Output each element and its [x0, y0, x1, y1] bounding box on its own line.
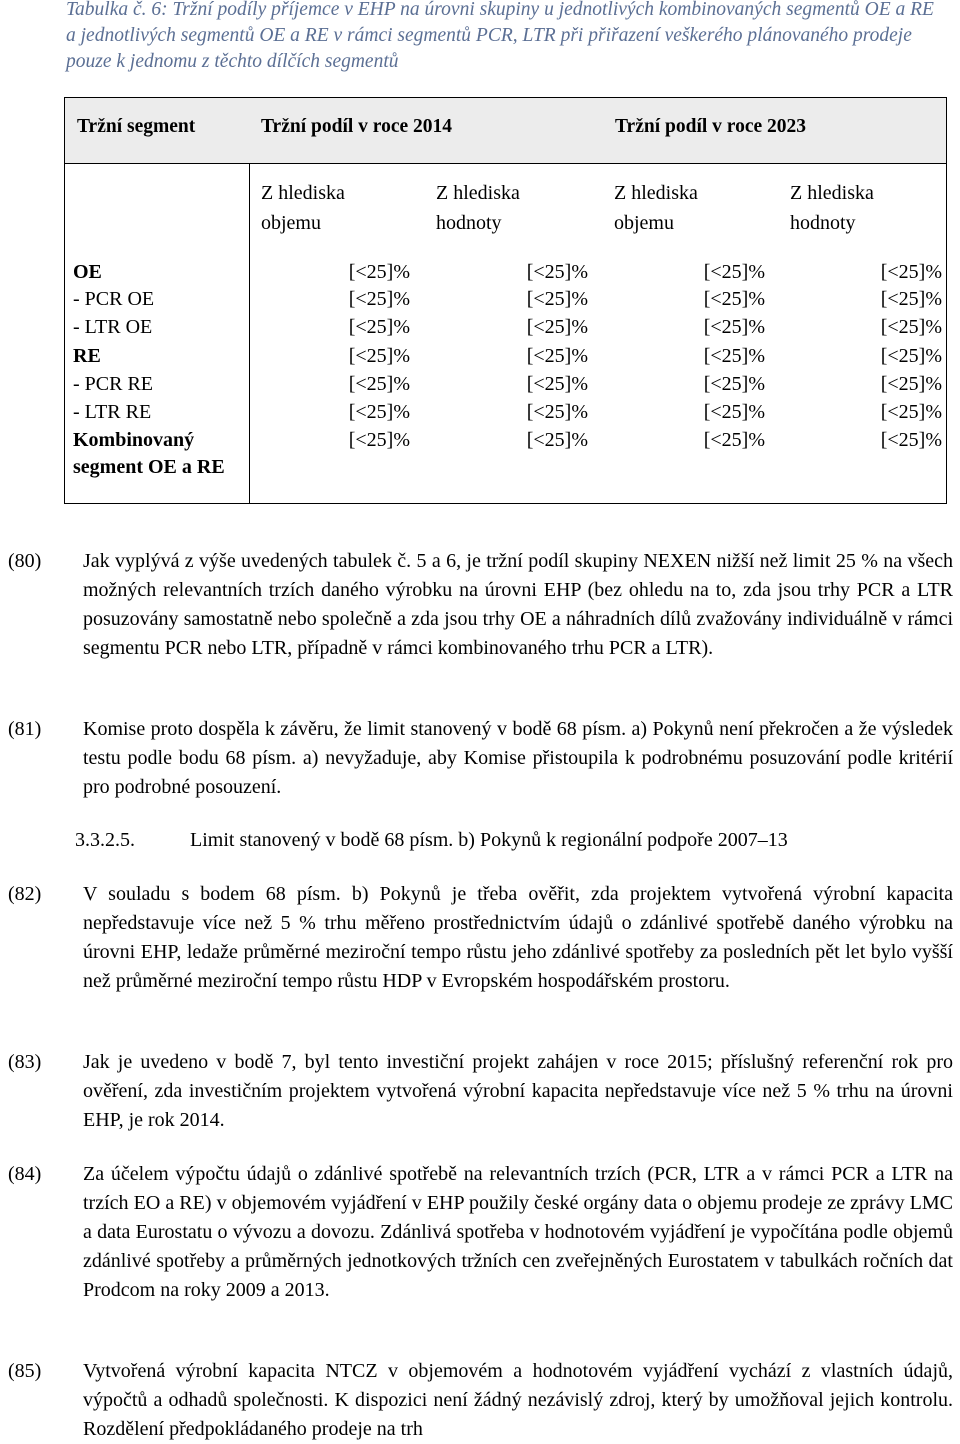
paragraph-text: Jak je uvedeno v bodě 7, byl tento investiční projekt zahájen v roce 2015; příslušný referenční rok pro ověření, zda investičním projektem vytvořená výrobní kapacita nepředstavuje více než 5 % trhu na úrovni EHP, je rok 2014. [83, 1051, 953, 1131]
row-label: - LTR RE [73, 401, 152, 423]
row-label: Kombinovaný segment OE a RE [73, 429, 225, 478]
cell-value-2014: [<25]% [526, 401, 588, 423]
section-number: 3.3.2.5. [75, 829, 135, 851]
cell-value-2014: [<25]% [526, 261, 588, 283]
paragraph-83 [8, 1048, 960, 1138]
subheader-value-2023: Z hlediska hodnoty [790, 182, 874, 234]
column-divider [249, 163, 250, 504]
paragraph-text: Za účelem výpočtu údajů o zdánlivé spotřebě na relevantních trzích (PCR, LTR a v rámci PCR a LTR na trzích EO a RE) v objemovém vyjádření v EHP použily české orgány data o objemu prodeje ze zprávy LMC a data Eurostatu o vývozu a dovozu. Zdánlivá spotřeba v hodnotovém vyjádření je vypočítána podle objemů zdánlivé spotřeby a průměrných jednotkových tržních cen zveřejněných Eurostatem v tabulkách ročních dat Prodcom na roky 2009 a 2013. [83, 1163, 953, 1301]
paragraph-number: (81) [8, 718, 42, 740]
row-label: OE [73, 261, 102, 283]
cell-volume-2014: [<25]% [348, 288, 410, 310]
cell-volume-2023: [<25]% [703, 316, 765, 338]
cell-value-2014: [<25]% [526, 345, 588, 367]
cell-value-2014: [<25]% [526, 316, 588, 338]
cell-value-2014: [<25]% [526, 429, 588, 451]
row-label: RE [73, 345, 101, 367]
header-share-2023: Tržní podíl v roce 2023 [615, 116, 807, 137]
cell-value-2023: [<25]% [880, 288, 942, 310]
row-label: - PCR RE [73, 373, 154, 395]
paragraph-81 [8, 715, 960, 805]
cell-volume-2014: [<25]% [348, 401, 410, 423]
cell-value-2014: [<25]% [526, 288, 588, 310]
cell-value-2023: [<25]% [880, 401, 942, 423]
paragraph-number: (80) [8, 550, 42, 572]
paragraph-number: (82) [8, 883, 42, 905]
cell-volume-2023: [<25]% [703, 288, 765, 310]
section-title: Limit stanovený v bodě 68 písm. b) Pokynů k regionální podpoře 2007–13 [190, 829, 788, 851]
cell-value-2014: [<25]% [526, 373, 588, 395]
cell-value-2023: [<25]% [880, 345, 942, 367]
paragraph-text: Jak vyplývá z výše uvedených tabulek č. 5 a 6, je tržní podíl skupiny NEXEN nižší než limit 25 % na všech možných relevantních trzích daného výrobku na úrovni EHP (bez ohledu na to, zda jsou trhy PCR a LTR posuzovány samostatně nebo společně a zda jsou trhy OE a náhradních dílů zvažovány individuálně v rámci segmentu PCR nebo LTR, případně v rámci kombinovaného trhu PCR a LTR). [83, 550, 953, 659]
paragraph-84 [8, 1160, 960, 1335]
paragraph-number: (84) [8, 1163, 42, 1185]
paragraph-text: Vytvořená výrobní kapacita NTCZ v objemovém a hodnotovém vyjádření vychází z vlastních údajů, výpočtů a odhadů společnosti. K dispozici není žádný nezávislý zdroj, který by umožňoval jejich kontrolu. Rozdělení předpokládaného prodeje na trh [83, 1360, 953, 1440]
subheader-volume-2023: Z hlediska objemu [614, 182, 698, 234]
cell-volume-2014: [<25]% [348, 429, 410, 451]
cell-volume-2014: [<25]% [348, 261, 410, 283]
paragraph-number: (85) [8, 1360, 42, 1382]
paragraph-82 [8, 880, 960, 1025]
cell-volume-2014: [<25]% [348, 345, 410, 367]
paragraph-text: V souladu s bodem 68 písm. b) Pokynů je třeba ověřit, zda projektem vytvořená výrobní kapacita nepředstavuje více než 5 % trhu měřeno prostřednictvím údajů o zdánlivé spotřebě daného výrobku na úrovni EHP, ledaže průměrné meziroční tempo růstu jeho zdánlivé spotřeby za posledních pět let bylo vyšší než průměrné meziroční tempo růstu HDP v Evropském hospodářském prostoru. [83, 883, 953, 992]
paragraph-85 [8, 1357, 960, 1444]
header-segment: Tržní segment [77, 116, 196, 137]
paragraph-number: (83) [8, 1051, 42, 1073]
row-label: - PCR OE [73, 288, 155, 310]
cell-volume-2023: [<25]% [703, 429, 765, 451]
cell-value-2023: [<25]% [880, 261, 942, 283]
table-caption: Tabulka č. 6: Tržní podíly příjemce v EHP na úrovni skupiny u jednotlivých kombinovaných segmentů OE a RE a jednotlivých segmentů OE a RE v rámci segmentů PCR, LTR při přiřazení veškerého plánovaného prodeje pouze k jednomu z těchto dílčích segmentů [66, 0, 934, 72]
market-share-table [64, 97, 947, 504]
cell-volume-2014: [<25]% [348, 316, 410, 338]
table-header [65, 98, 946, 164]
header-share-2014: Tržní podíl v roce 2014 [261, 116, 453, 137]
subheader-value-2014: Z hlediska hodnoty [436, 182, 520, 234]
row-label: - LTR OE [73, 316, 153, 338]
cell-volume-2023: [<25]% [703, 261, 765, 283]
subheader-volume-2014: Z hlediska objemu [261, 182, 345, 234]
cell-volume-2023: [<25]% [703, 401, 765, 423]
cell-value-2023: [<25]% [880, 429, 942, 451]
paragraph-80 [8, 547, 960, 692]
cell-value-2023: [<25]% [880, 373, 942, 395]
cell-volume-2014: [<25]% [348, 373, 410, 395]
cell-volume-2023: [<25]% [703, 373, 765, 395]
cell-volume-2023: [<25]% [703, 345, 765, 367]
paragraph-text: Komise proto dospěla k závěru, že limit stanovený v bodě 68 písm. a) Pokynů není překročen a že výsledek testu podle bodu 68 písm. a) nevyžaduje, aby Komise přistoupila k podrobnému posuzování podle kritérií pro podrobné posouzení. [83, 718, 953, 798]
cell-value-2023: [<25]% [880, 316, 942, 338]
